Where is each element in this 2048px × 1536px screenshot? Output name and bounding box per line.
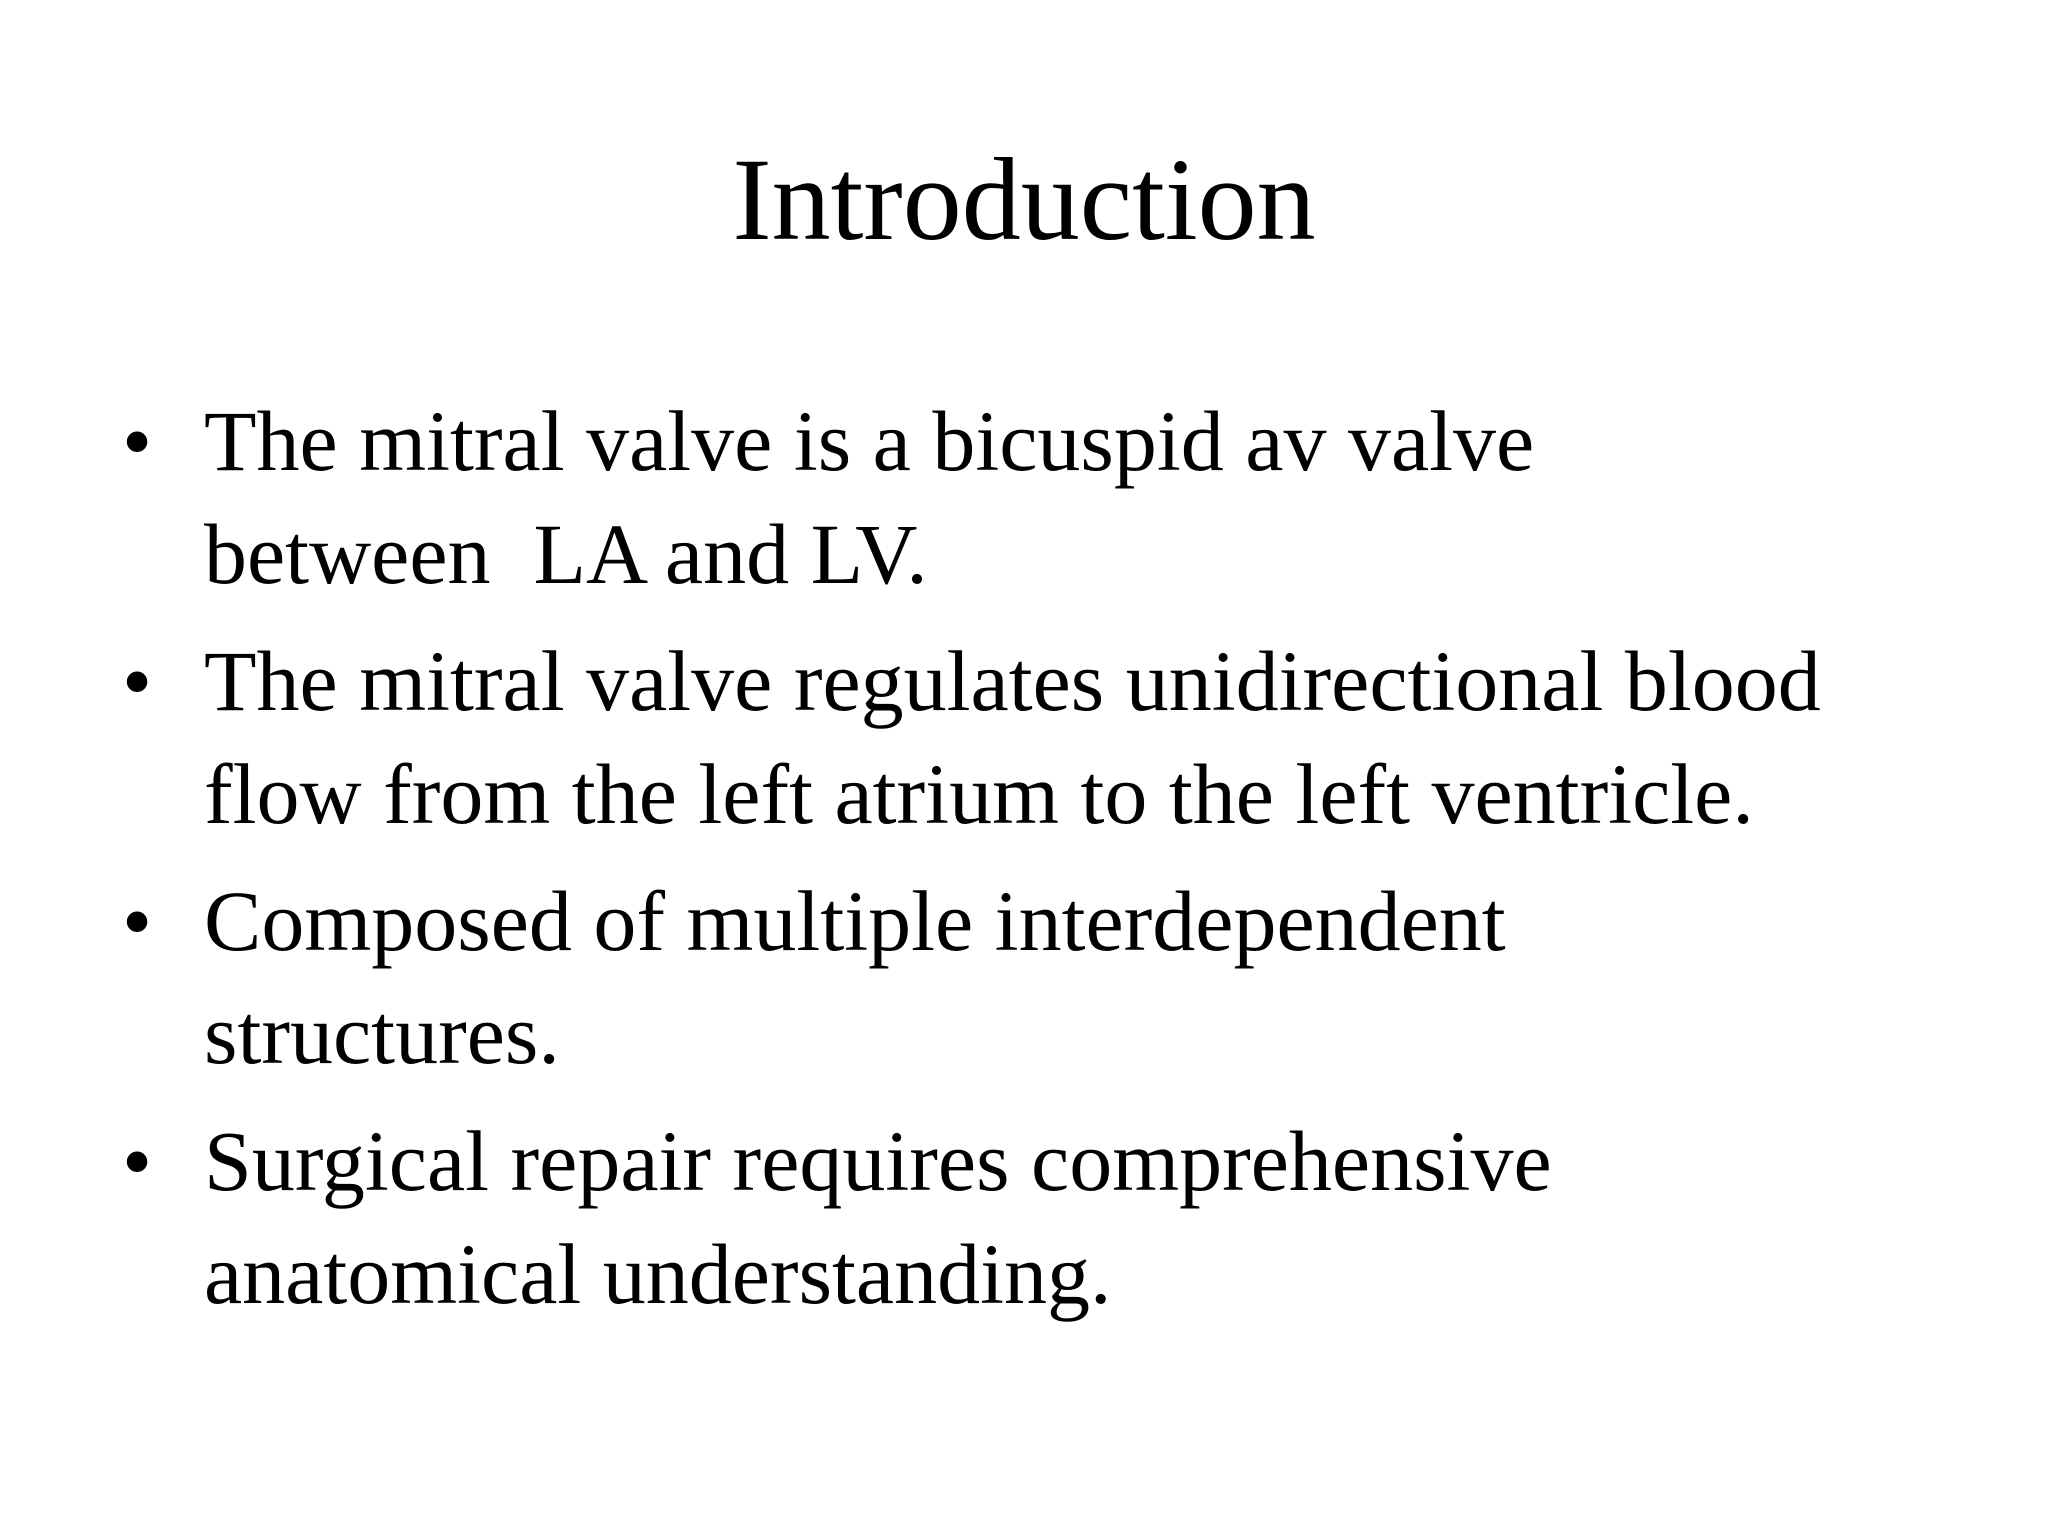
bullet-text-line: The mitral valve regulates unidirectional blood [204,633,1821,729]
bullet-list [122,385,2002,1345]
bullet-text-line: The mitral valve is a bicuspid av valve [204,393,1535,489]
bullet-item [122,865,2002,1091]
bullet-item [122,385,2002,611]
bullet-text-line: flow from the left atrium to the left ventricle. [204,746,1754,842]
bullet-item [122,625,2002,851]
bullet-dot-icon: • [122,1113,153,1209]
slide-title: Introduction [732,134,1316,265]
bullet-item [122,1105,2002,1331]
bullet-dot-icon: • [122,873,153,969]
bullet-dot-icon: • [122,393,153,489]
bullet-dot-icon: • [122,633,153,729]
bullet-text-line: between LA and LV. [204,506,928,602]
bullet-text-line: anatomical understanding. [204,1226,1112,1322]
bullet-text-line: Composed of multiple interdependent [204,873,1506,969]
bullet-text-line: structures. [204,986,560,1082]
bullet-text-line: Surgical repair requires comprehensive [204,1113,1552,1209]
